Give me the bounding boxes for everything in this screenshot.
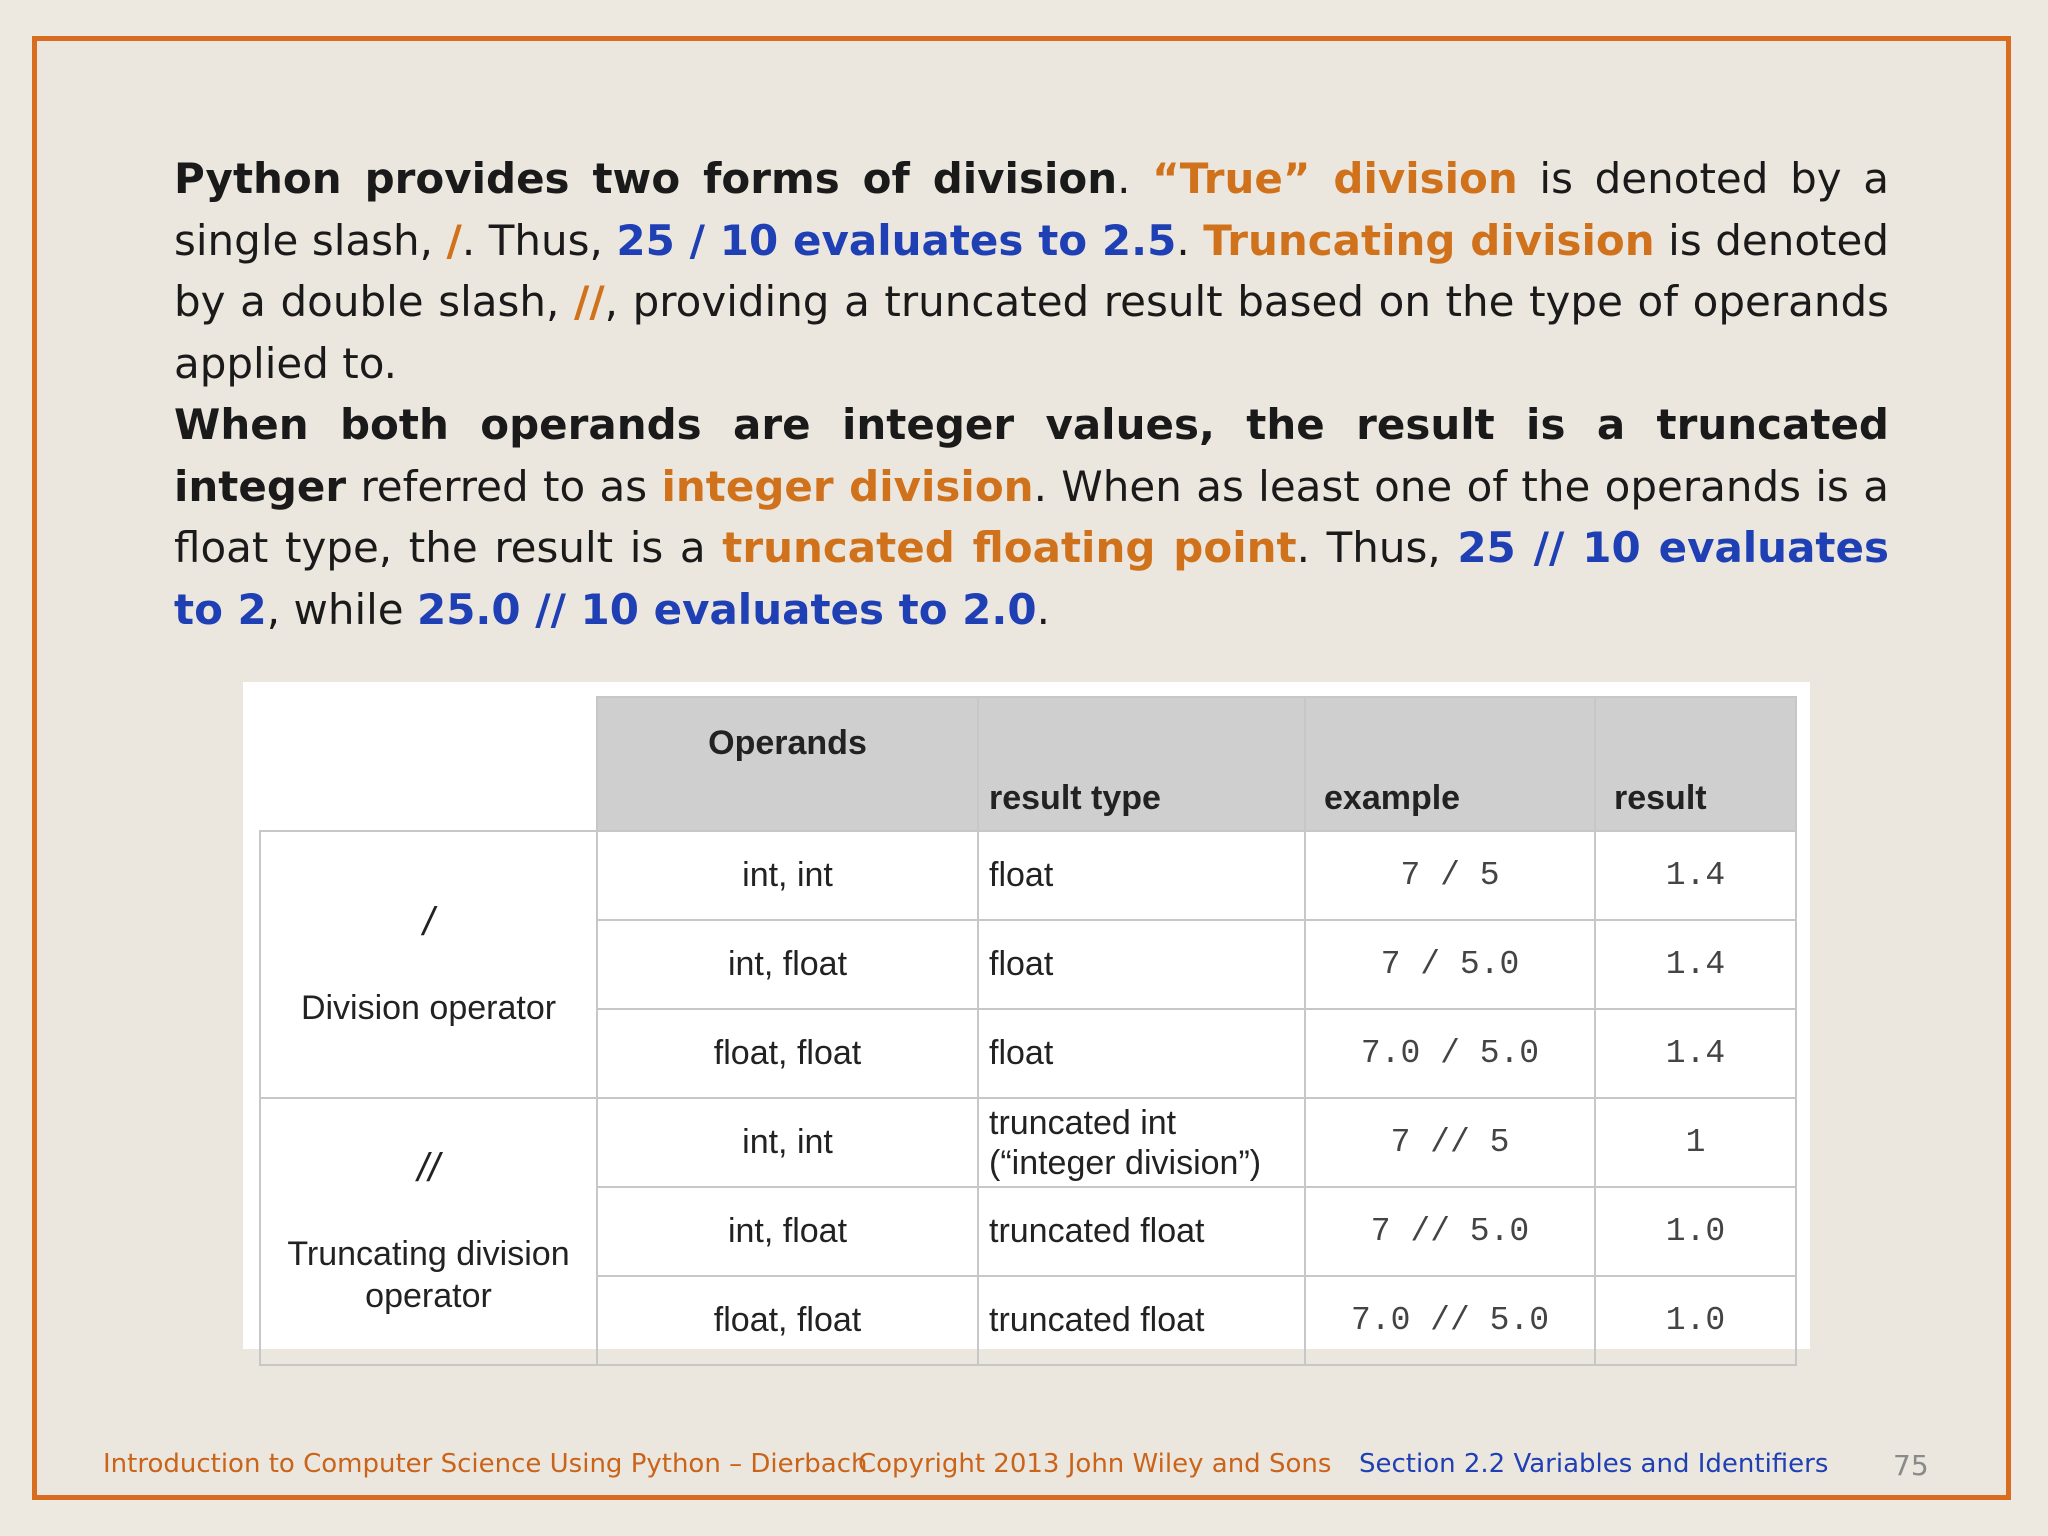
header-result-type: result type [978,697,1305,831]
cell-operands: int, int [597,1098,978,1187]
table-row [260,831,1796,920]
cell-result: 1.0 [1595,1187,1796,1276]
division-operators-table [259,696,1797,1366]
operator-symbol: // [417,1145,440,1190]
text: . Thus, [461,215,617,265]
footer-section: Section 2.2 Variables and Identifiers [1359,1449,1829,1479]
operator-label: Division operator [300,988,557,1027]
cell-result-type: float [978,831,1305,920]
paragraph-division-forms [174,148,1889,394]
result-type-line1: truncated int [989,1103,1177,1142]
cell-example: 7.0 // 5.0 [1305,1276,1595,1365]
cell-operands: int, float [597,920,978,1009]
text: is denoted by a single slash, [174,154,1889,265]
operator-cell-division [260,831,597,1098]
footer-book-title: Introduction to Computer Science Using Python – Dierbach [103,1449,868,1479]
operator-cell-truncating-division [260,1098,597,1365]
table-header-row [260,697,1796,831]
cell-example: 7 // 5.0 [1305,1187,1595,1276]
header-result: result [1595,697,1796,831]
cell-operands: float, float [597,1276,978,1365]
cell-example: 7 / 5 [1305,831,1595,920]
footer-copyright: Copyright 2013 John Wiley and Sons [858,1449,1332,1479]
double-slash-symbol: // [573,277,605,326]
header-example: example [1305,697,1595,831]
cell-operands: int, float [597,1187,978,1276]
term-truncating-division: Truncating division [1203,215,1655,265]
cell-operands: int, int [597,831,978,920]
operator-symbol: / [422,899,435,944]
cell-result: 1.4 [1595,920,1796,1009]
text: . [1036,584,1050,634]
term-truncated-floating-point: truncated floating point [722,523,1297,572]
text-bold: Python provides two forms of division [174,154,1118,203]
text: referred to as [346,461,662,511]
text: . Thus, [1296,523,1458,572]
example-float-division: 25.0 // 10 evaluates to 2.0 [416,584,1037,634]
result-type-line2: (“integer division”) [989,1143,1262,1182]
cell-result-type: truncated float [978,1187,1305,1276]
text: . [1176,215,1204,265]
cell-result-type: truncated float [978,1276,1305,1365]
header-operands: Operands [597,697,978,831]
text: , providing a truncated result based on the type of operands applied to. [174,277,1889,388]
cell-result-type [978,1098,1305,1187]
term-integer-division: integer division [661,461,1034,511]
example-true-division: 25 / 10 evaluates to 2.5 [616,215,1177,265]
cell-result: 1 [1595,1098,1796,1187]
cell-result-type: float [978,920,1305,1009]
cell-operands: float, float [597,1009,978,1098]
text: is denoted by a double slash, [174,215,1889,326]
table-row [260,1098,1796,1187]
cell-result: 1.4 [1595,831,1796,920]
example-integer-division: 25 // 10 evaluates to 2 [174,523,1889,634]
cell-result: 1.4 [1595,1009,1796,1098]
text: . [1117,154,1153,203]
cell-example: 7 // 5 [1305,1098,1595,1187]
term-true-division: “True” division [1152,154,1518,203]
cell-result-type: float [978,1009,1305,1098]
header-blank [260,697,597,831]
cell-result: 1.0 [1595,1276,1796,1365]
cell-example: 7.0 / 5.0 [1305,1009,1595,1098]
text-bold: When both operands are integer values, the result is a truncated integer [174,400,1889,511]
footer-page-number: 75 [1893,1449,1929,1482]
cell-example: 7 / 5.0 [1305,920,1595,1009]
slash-symbol: / [446,215,462,265]
text: , while [266,584,417,634]
operator-label: Truncating division operator [287,1234,570,1315]
paragraph-integer-division [174,394,1889,640]
text: . When as least one of the operands is a float type, the result is a [174,461,1889,572]
division-table-panel [243,682,1810,1349]
